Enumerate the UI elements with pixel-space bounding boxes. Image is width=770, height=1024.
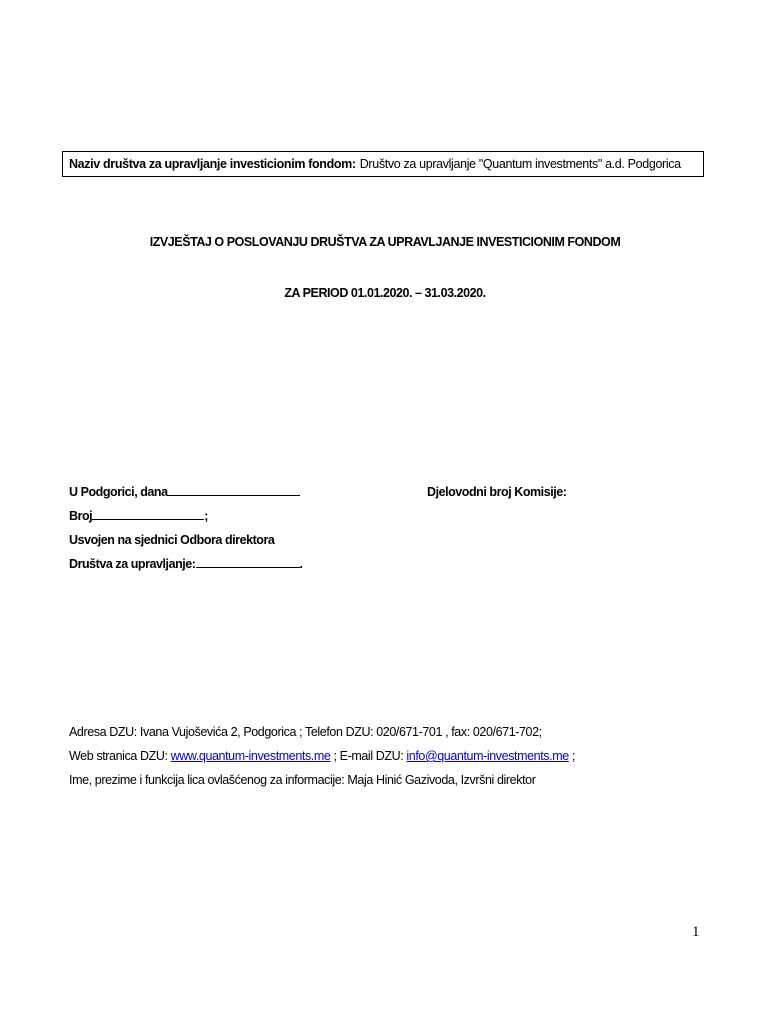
broj-blank [92,507,204,520]
fund-manager-name-box [62,151,704,177]
drustva-label: Društva za upravljanje: [69,557,196,571]
place-date-line [69,480,303,504]
broj-suffix: ; [204,509,208,523]
email-link[interactable]: info@quantum-investments.me [406,749,569,763]
drustva-line [69,552,303,576]
email-label: ; E-mail DZU: [330,749,407,763]
fund-manager-name-label: Naziv društva za upravljanje investicionim fondom: [69,157,356,171]
drustva-suffix: . [299,557,303,571]
website-link[interactable]: www.quantum-investments.me [170,749,331,763]
drustva-blank [196,555,300,568]
report-period: ZA PERIOD 01.01.2020. – 31.03.2020. [284,286,486,300]
web-email-line [69,744,575,768]
contact-person-line: Ime, prezime i funkcija lica ovlašćenog za informacije: Maja Hinić Gazivoda, Izvršni direktor [69,773,536,787]
contact-info [69,720,575,792]
report-title: IZVJEŠTAJ O POSLOVANJU DRUŠTVA ZA UPRAVLJANJE INVESTICIONIM FONDOM [149,235,621,249]
fund-manager-name-value: Društvo za upravljanje "Quantum investments" a.d. Podgorica [359,157,681,171]
address-line: Adresa DZU: Ivana Vujoševića 2, Podgorica ; Telefon DZU: 020/671-701 , fax: 020/671-702; [69,725,542,739]
place-date-label: U Podgorici, dana [69,485,168,499]
date-blank [168,483,300,496]
email-suffix: ; [568,749,575,763]
broj-label: Broj [69,509,93,523]
usvojen-line: Usvojen na sjednici Odbora direktora [69,533,275,547]
web-label: Web stranica DZU: [69,749,171,763]
page-number: 1 [692,924,700,940]
commission-reference-label: Djelovodni broj Komisije: [427,485,567,499]
broj-line [69,504,303,528]
signature-block [69,480,303,576]
